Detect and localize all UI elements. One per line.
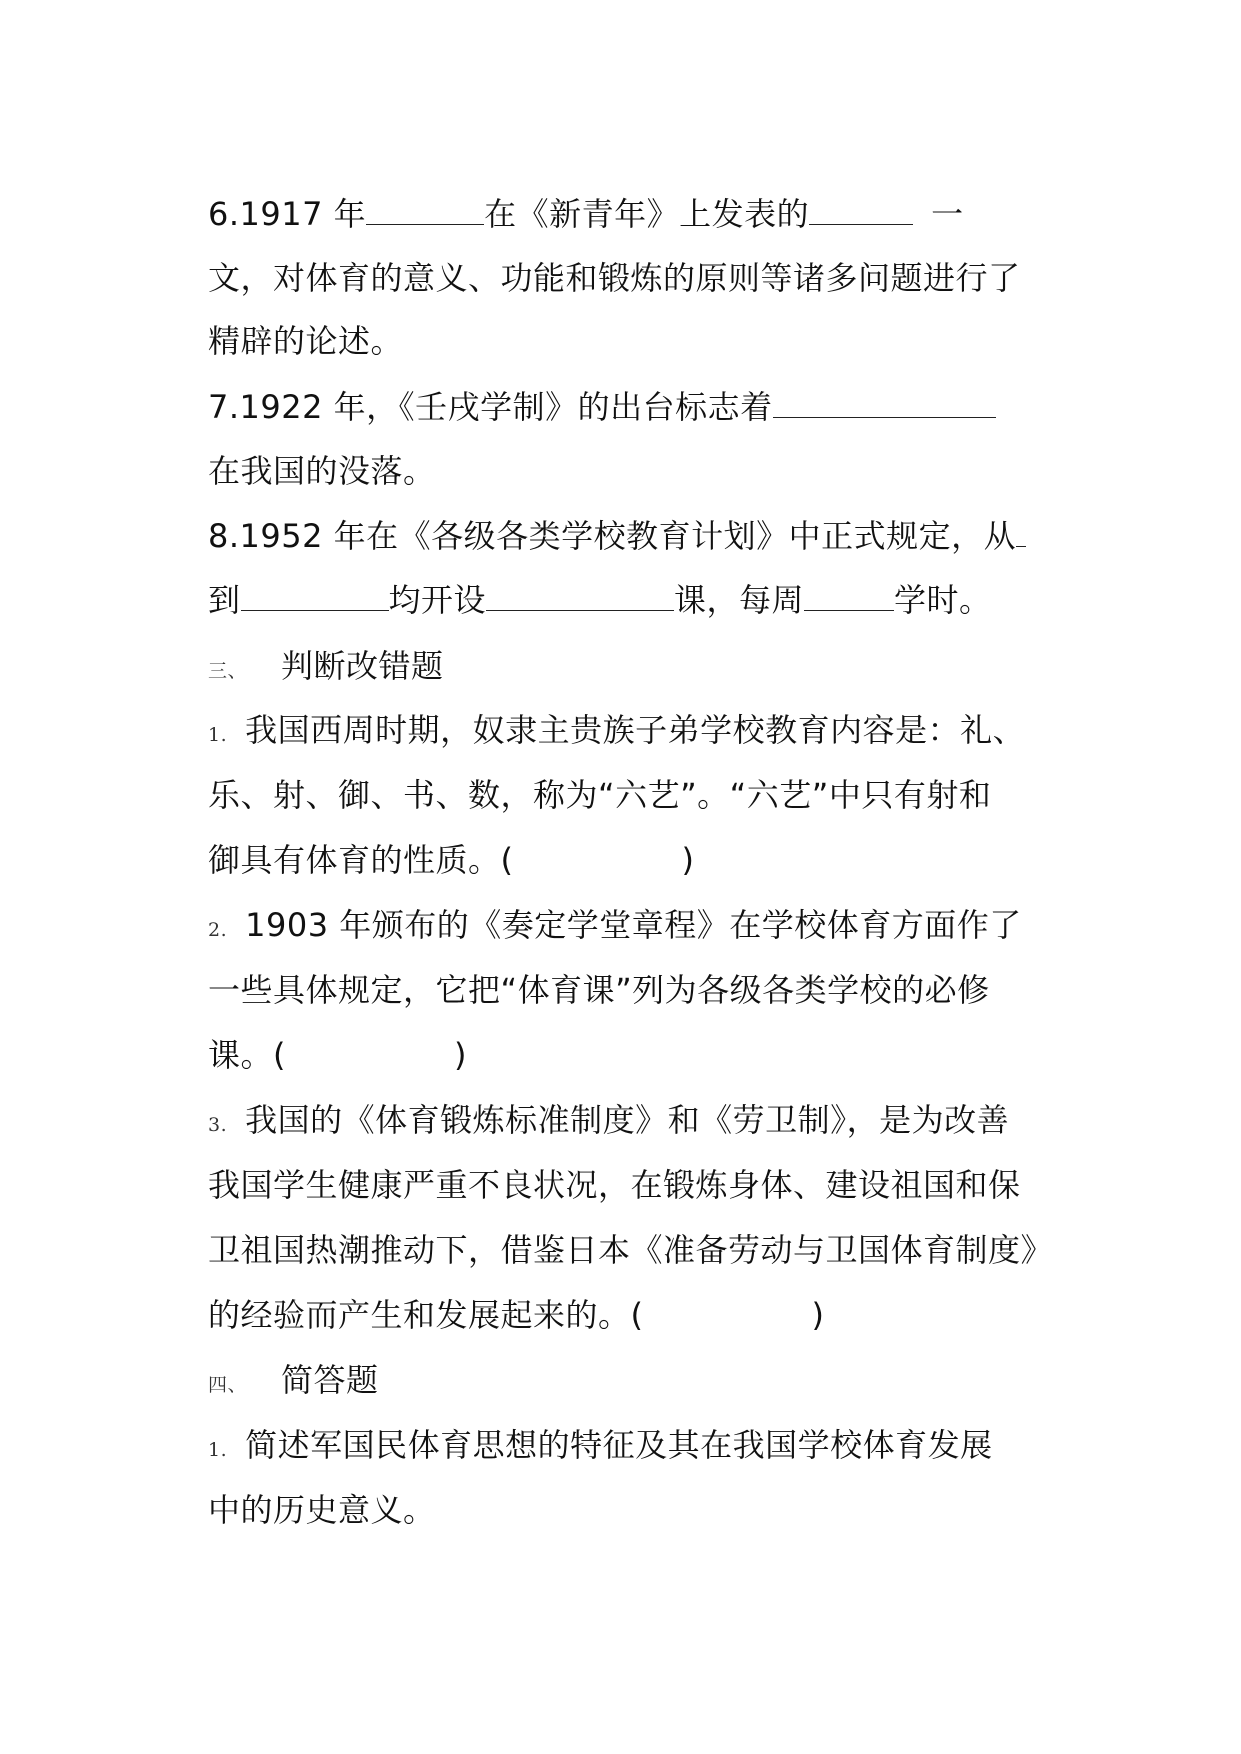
q8-line-2: [208, 578, 992, 622]
section-4-number: 四、: [208, 1374, 248, 1396]
section-3-title: 判断改错题: [281, 647, 444, 685]
s4-item-1-number: 1.: [208, 1439, 228, 1461]
s3-item-1-line-2: 乐、射、御、书、数，称为“六艺”。“六艺”中只有射和: [208, 776, 992, 814]
q6-blank-title[interactable]: [809, 194, 913, 225]
s3-item-3-line-1: 3. 我国的《体育锻炼标准制度》和《劳卫制》，是为改善: [208, 1101, 1010, 1139]
q8-text-weekly: 课，每周: [674, 581, 805, 619]
s3-item-1-line-3: 御具有体育的性质。( ): [208, 841, 695, 879]
q8-text-to: 到: [208, 581, 241, 619]
section-3-number: 三、: [208, 660, 248, 682]
s3-item-3-number: 3.: [208, 1114, 228, 1136]
s3-item-3-line-3: 卫祖国热潮推动下，借鉴日本《准备劳动与卫国体育制度》: [208, 1231, 1054, 1269]
s4-item-1-line-1: 1. 简述军国民体育思想的特征及其在我国学校体育发展: [208, 1426, 993, 1464]
s3-item-3-line-2: 我国学生健康严重不良状况，在锻炼身体、建设祖国和保: [208, 1166, 1021, 1204]
section-4-title: 简答题: [281, 1361, 379, 1399]
q6-text-c: 一: [931, 195, 964, 233]
q8-blank-from[interactable]: [1016, 516, 1026, 547]
s3-item-2-line-3: 课。( ): [208, 1036, 467, 1074]
q7-line-1: [208, 385, 996, 429]
s4-item-1-line-2: 中的历史意义。: [208, 1491, 436, 1529]
section-4-heading: [208, 1358, 379, 1402]
q7-text-a: 7.1922 年，《壬戌学制》的出台标志着: [208, 388, 773, 426]
s3-item-1-number: 1.: [208, 724, 228, 746]
s3-item-3-line-4: 的经验而产生和发展起来的。( ): [208, 1296, 825, 1334]
q6-line-1: [208, 192, 964, 236]
q8-text-a: 8.1952 年在《各级各类学校教育计划》中正式规定，从: [208, 517, 1017, 555]
q7-line-2: 在我国的没落。: [208, 452, 436, 490]
s3-item-2-number: 2.: [208, 919, 228, 941]
q8-line-1: [208, 514, 1026, 558]
section-3-heading: [208, 644, 444, 688]
s3-item-1-line-1: 1. 我国西周时期，奴隶主贵族子弟学校教育内容是：礼、: [208, 711, 1026, 749]
q6-text-b: 在《新青年》上发表的: [484, 195, 810, 233]
q8-text-end: 学时。: [894, 581, 992, 619]
q8-text-open: 均开设: [388, 581, 487, 619]
q8-blank-hours[interactable]: [804, 580, 894, 611]
q8-blank-course[interactable]: [486, 580, 674, 611]
q6-blank-author[interactable]: [366, 194, 484, 225]
s3-item-2-line-1: 2. 1903 年颁布的《奏定学堂章程》在学校体育方面作了: [208, 906, 1022, 944]
q7-blank[interactable]: [773, 387, 996, 418]
q6-line-3: 精辟的论述。: [208, 322, 404, 360]
q6-text-a: 6.1917 年: [208, 195, 367, 233]
s3-item-2-line-2: 一些具体规定，它把“体育课”列为各级各类学校的必修: [208, 971, 990, 1009]
q6-line-2: 文，对体育的意义、功能和锻炼的原则等诸多问题进行了: [208, 259, 1021, 297]
q8-blank-to[interactable]: [241, 580, 389, 611]
